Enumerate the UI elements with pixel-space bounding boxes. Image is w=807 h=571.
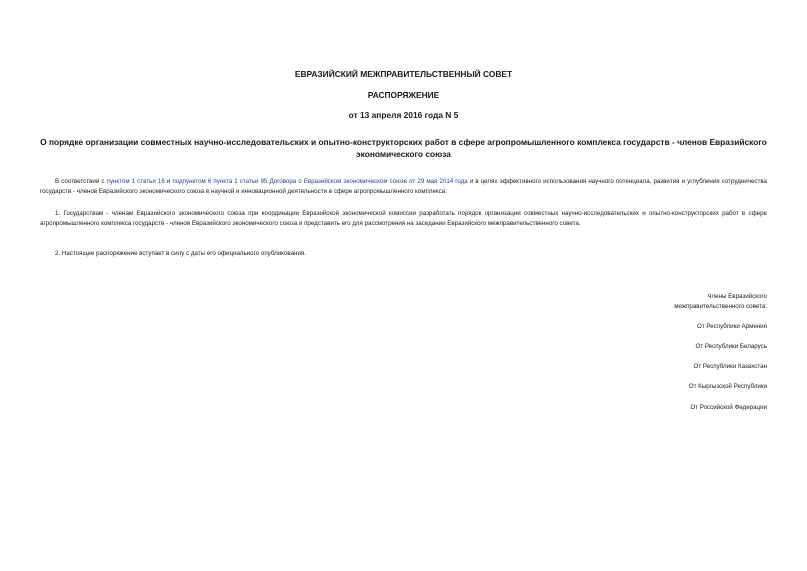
signature-russia: От Российской Федерации xyxy=(690,404,767,411)
preamble-paragraph xyxy=(40,177,767,196)
document-kind: РАСПОРЯЖЕНИЕ xyxy=(367,90,440,100)
document-title: О порядке организации совместных научно-исследовательских и опытно-конструкторских работ в сфере агропромышленного комплекса государств - членов Евразийского экономического союза xyxy=(40,137,767,159)
preamble-text-1: В соответствии с xyxy=(55,178,107,185)
issuing-organization: ЕВРАЗИЙСКИЙ МЕЖПРАВИТЕЛЬСТВЕННЫЙ СОВЕТ xyxy=(294,69,513,79)
document-date: от 13 апреля 2016 года N 5 xyxy=(348,110,459,120)
signature-armenia: От Республики Армения xyxy=(697,323,767,330)
preamble-text-3: и в целях эффективного использования научного потенциала, развития и углубления сотрудничества государств - членов Евразийского экономического союза в научной и инновационной деятельности в сфере агропромышленного комплекса: xyxy=(40,178,767,195)
signature-belarus: От Республики Беларусь xyxy=(695,343,767,350)
signature-kyrgyzstan: От Кыргызской Республики xyxy=(688,383,767,390)
item-1-paragraph: 1. Государствам - членам Евразийского экономического союза при координации Евразийской экономической комиссии разработать порядок организации совместных научно-исследовательских и опытно-конструкторских работ в сфере агропромышленного комплекса государств - членов Евразийского экономического союза и представить его для рассмотрения на заседании Евразийского межправительственного совета. xyxy=(40,210,767,227)
link-treaty-article-95[interactable]: подпунктом 6 пункта 1 статьи 95 Договора о Евразийском экономическом союзе от 29 мая 2014 года xyxy=(172,178,468,185)
item-2-paragraph: 2. Настоящее распоряжение вступает в силу с даты его официального опубликования. xyxy=(55,250,306,257)
signature-kazakhstan: От Республики Казахстан xyxy=(693,363,767,370)
preamble-text-2: и xyxy=(164,178,173,185)
signatures-heading-line-1: Члены Евразийского xyxy=(707,293,767,300)
link-article-16[interactable]: пунктом 1 статьи 16 xyxy=(106,178,165,185)
signatures-heading-line-2: межправительственного совета: xyxy=(674,303,767,310)
